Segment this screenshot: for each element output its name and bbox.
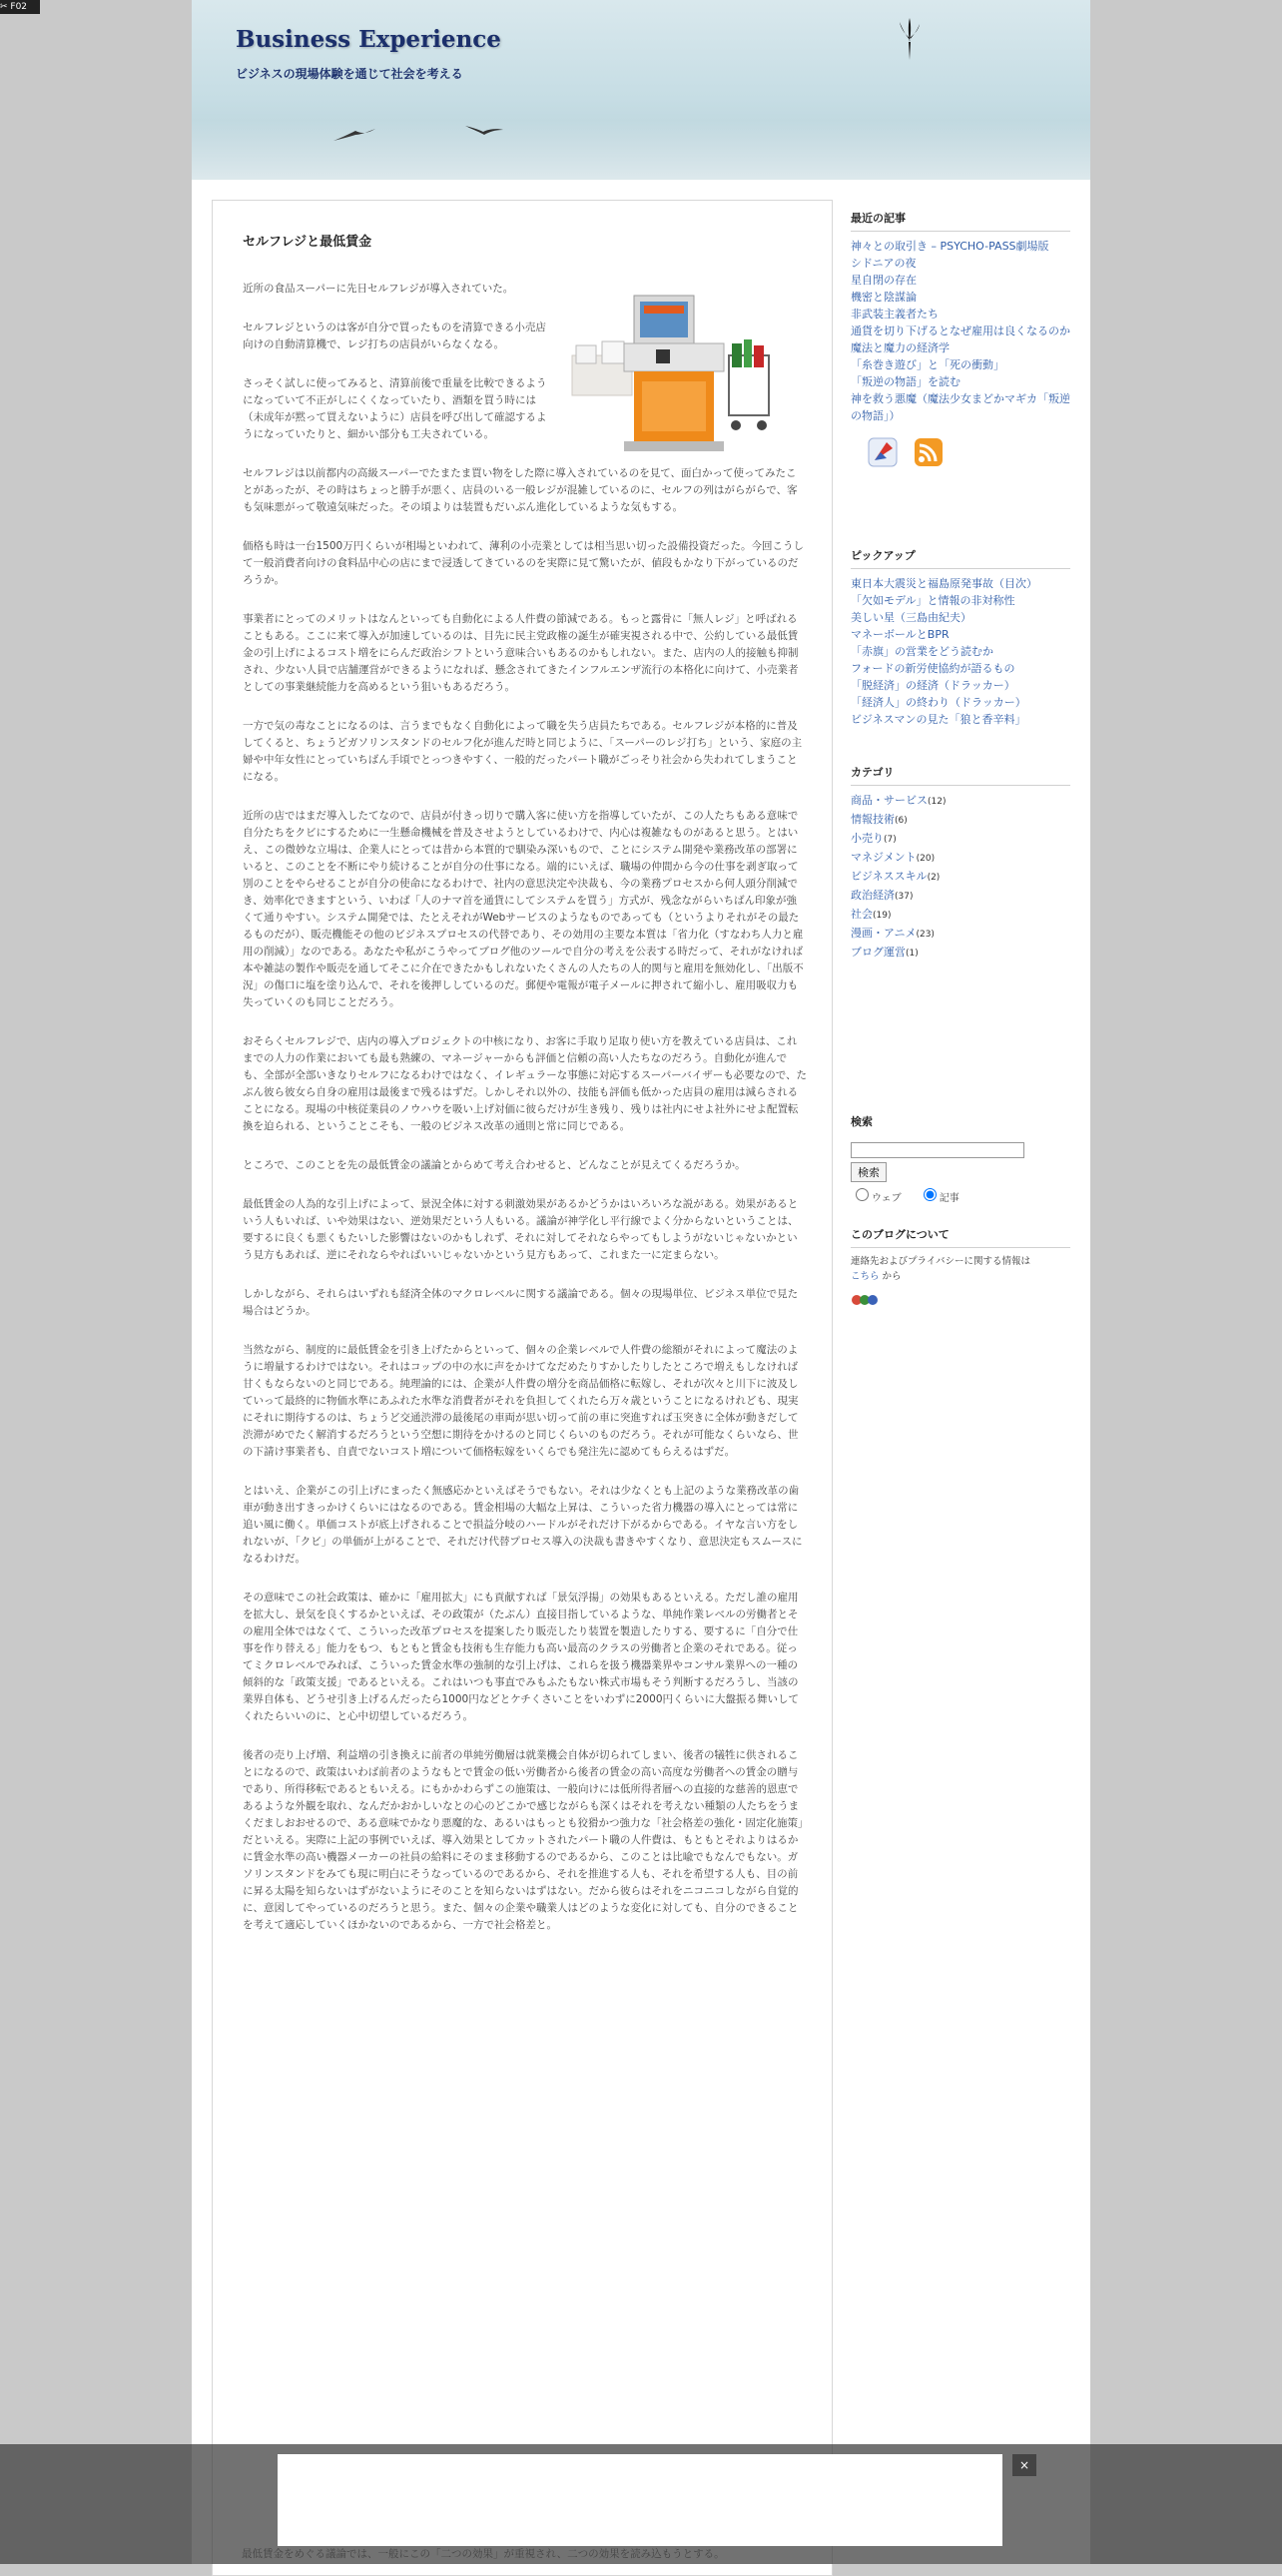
category-count: (1) bbox=[906, 949, 919, 959]
category-count: (37) bbox=[895, 892, 914, 902]
bird-icon bbox=[463, 120, 505, 138]
category-link[interactable]: マネジメント bbox=[851, 851, 917, 864]
pickup-section bbox=[851, 547, 1070, 728]
rss-icon[interactable] bbox=[911, 434, 947, 470]
about-section bbox=[851, 1226, 1070, 1313]
site-tagline: ビジネスの現場体験を通じて社会を考える bbox=[236, 67, 463, 81]
category-link[interactable]: 政治経済 bbox=[851, 889, 895, 902]
recent-post-link[interactable]: 機密と陰謀論 bbox=[851, 291, 917, 304]
close-ad-button[interactable]: × bbox=[1012, 2454, 1036, 2476]
recent-post-link[interactable]: 神々との取引き – PSYCHO-PASS劇場版 bbox=[851, 240, 1049, 253]
pickup-list bbox=[851, 575, 1070, 728]
site-title[interactable]: Business Experience bbox=[236, 26, 501, 53]
main-column bbox=[212, 200, 833, 2576]
category-count: (7) bbox=[884, 835, 897, 845]
category-count: (20) bbox=[916, 854, 936, 864]
category-count: (6) bbox=[895, 816, 908, 826]
recent-post-link[interactable]: 通貨を切り下げるとなぜ雇用は良くなるのか bbox=[851, 324, 1070, 337]
recent-post-link[interactable]: 魔法と魔力の経済学 bbox=[851, 341, 950, 354]
post-paragraph: 価格も時は一台1500万円くらいが相場といわれて、薄利の小売業としては相当思い切った設備投資だった。今回こうして一般消費者向けの食料品中心の店にまで浸透してきているのを実際に見て驚いたが、値段もかなり下がっているのだろうか。 bbox=[243, 540, 805, 586]
post-paragraph: おそらくセルフレジで、店内の導入プロジェクトの中核になり、お客に手取り足取り使い方を教えている店員は、これまでの人力の作業においても最も熟練の、マネージャーからも評価と信頼の高い人たちなのだろう。自動化が進んでも、全部が全部いきなりセルフになるわけではなく、イレギュラーな事態に対応するスーパーバイザーも必要なので、たぶん彼ら彼女ら自身の雇用は最後まで残るはずだ。しかしそれ以外の、技能も評価も低かった店員の雇用は減らされることになる。現場の中核従業員のノウハウを吸い上げ対価に彼らだけが生き残り、残りは社内にせよ社外にせよ配置転換を迫られる、ということこそも、一般のビジネス改革の通則と常に同じである。 bbox=[243, 1035, 808, 1132]
radio-web-label: ウェブ bbox=[872, 1193, 902, 1204]
about-link[interactable]: こちら bbox=[851, 1271, 880, 1282]
radio-web[interactable] bbox=[856, 1188, 869, 1201]
category-item[interactable] bbox=[851, 887, 1070, 906]
recent-posts-heading: 最近の記事 bbox=[851, 210, 1070, 232]
recent-post-link[interactable]: シドニアの夜 bbox=[851, 257, 917, 270]
about-suffix: から bbox=[882, 1271, 902, 1282]
pickup-link[interactable]: 東日本大震災と福島原発事故（目次） bbox=[851, 577, 1037, 590]
category-item[interactable] bbox=[851, 925, 1070, 944]
radio-post[interactable] bbox=[924, 1188, 937, 1201]
post-paragraph: その意味でこの社会政策は、確かに「雇用拡大」にも貢献すれば「景気浮揚」の効果もあるといえる。ただし誰の雇用を拡大し、景気を良くするかといえば、その政策が（たぶん）直接目指しているような、単純作業レベルの労働者とその雇用全体ではなくて、こういった改革プロセスを提案したり販売したり装置を製造したりする、要するに「自分で仕事を作り替える」能力をもつ、もともと賃金も技術も生存能力も高い最高のクラスの労働者と企業のそれである。従ってミクロレベルでみれば、こういった賃金水準の強制的な引上げは、これらを扱う機器業界やコンサル業界への一種の傾斜的な「政策支援」であるといえる。これはいつも事直でみもふたもない株式市場もそう判断するだろうし、当該の業界自体も、どうせ引き上げるんだったら1000円などとケチくさいことをいわずに2000円くらいに大盤振る舞いしてくれたらいいのに、と心中切望しているだろう。 bbox=[243, 1592, 800, 1722]
category-item[interactable] bbox=[851, 906, 1070, 925]
pickup-link[interactable]: 「経済人」の終わり（ドラッカー） bbox=[851, 696, 1026, 709]
about-heading: このブログについて bbox=[851, 1226, 1070, 1248]
category-link[interactable]: 社会 bbox=[851, 908, 873, 921]
pickup-heading: ピックアップ bbox=[851, 547, 1070, 569]
category-link[interactable]: 商品・サービス bbox=[851, 794, 928, 807]
page-container bbox=[192, 0, 1090, 2564]
post-paragraph: とはいえ、企業がこの引上げにまったく無感応かといえばそうでもない。それは少なくとも上記のような業務改革の歯車が動き出すきっかけくらいにはなるのである。賃金相場の大幅な上昇は、こういった省力機器の導入にとっては常に追い風に働く。単価コストが底上げされることで損益分岐のハードルがそれだけ下がるからである。イヤな言い方をしれないが、「クビ」の単価が上がることで、それだけ代替プロセス導入の決裁も書きやすくなり、意思決定もスムースになるわけだ。 bbox=[243, 1485, 803, 1565]
category-item[interactable] bbox=[851, 811, 1070, 830]
site-header bbox=[192, 0, 1090, 180]
category-link[interactable]: ブログ運営 bbox=[851, 946, 906, 959]
search-button[interactable]: 検索 bbox=[851, 1162, 887, 1182]
category-link[interactable]: 漫画・アニメ bbox=[851, 927, 917, 940]
pickup-link[interactable]: 美しい星（三島由紀夫） bbox=[851, 611, 971, 624]
recent-post-link[interactable]: 非武装主義者たち bbox=[851, 308, 939, 321]
feed-icons bbox=[865, 434, 1070, 474]
pickup-link[interactable]: 「脱経済」の経済（ドラッカー） bbox=[851, 679, 1015, 692]
bird-icon bbox=[899, 16, 921, 64]
search-scope bbox=[851, 1185, 1070, 1207]
pickup-link[interactable]: ビジネスマンの見た「狼と香辛料」 bbox=[851, 713, 1026, 726]
category-list bbox=[851, 792, 1070, 963]
post-paragraph: しかしながら、それらはいずれも経済全体のマクロレベルに関する議論である。個々の現場単位、ビジネス単位で見た場合はどうか。 bbox=[243, 1288, 799, 1317]
category-item[interactable] bbox=[851, 868, 1070, 887]
post-paragraph: 事業者にとってのメリットはなんといっても自動化による人件費の節減である。もっと露骨に「無人レジ」と呼ばれることもある。ここに来て導入が加速しているのは、目先に民主党政権の誕生が確実視される中で、公約している最低賃金の引上げによるコスト増をにらんだ政治シフトという意味合いもあるのかもしれない。また、店内の人的接触も抑制され、少ない人員で店舗運営ができるようになれば、懸念されてきたインフルエンザ流行の本格化に向けて、小売業者としての事業継続能力を高めるという狙いもあるだろう。 bbox=[243, 613, 799, 693]
bird-icon bbox=[331, 125, 377, 145]
category-count: (12) bbox=[928, 797, 947, 807]
corner-badge: ✂ F02 bbox=[0, 0, 40, 14]
pickup-link[interactable]: 「欠如モデル」と情報の非対称性 bbox=[851, 594, 1015, 607]
post-paragraph: セルフレジは以前都内の高級スーパーでたまたま買い物をした際に導入されているのを見て、面白かって使ってみたことがあったが、その時はちょっと勝手が悪く、店員のいる一般レジが混雑しているのに、セルフの列はがらがらで、客も気味悪がって敬遠気味だった。その頃よりは装置もだいぶん進化しているような気もする。 bbox=[243, 467, 798, 513]
post-paragraph: 一方で気の毒なことになるのは、言うまでもなく自動化によって職を失う店員たちである。セルフレジが本格的に普及してくると、ちょうどガソリンスタンドのセルフ化が進んだ時と同じように、「スーパーのレジ打ち」という、家庭の主婦や中年女性にとっていちばん手頃でとっつきやすく、一般的だったパート職がごっそり社会から失われてしまうことになる。 bbox=[243, 720, 803, 783]
post-tail-text: 最低賃金をめぐる議論では、一般にこの「二つの効果」が重視され、二つの効果を読み込もうとする。 bbox=[242, 2548, 725, 2560]
radio-post-option[interactable] bbox=[919, 1193, 960, 1204]
post-title[interactable]: セルフレジと最低賃金 bbox=[243, 235, 372, 250]
recent-posts-list bbox=[851, 238, 1070, 424]
recent-post-link[interactable]: 神を救う悪魔（魔法少女まどかマギカ「叛逆の物語」） bbox=[851, 392, 1070, 422]
post-paragraph: さっそく試しに使ってみると、清算前後で重量を比較できるようになっていて不正がしにくくなっていたり、酒類を買う時には（未成年が黙って買えないように）店員を呼び出して確認するようになっていたりと、細かい部分も工夫されている。 bbox=[243, 377, 547, 440]
search-heading: 検索 bbox=[851, 1115, 873, 1128]
post-paragraph: セルフレジというのは客が自分で買ったものを清算できる小売店向けの自動清算機で、レジ打ちの店員がいらなくなる。 bbox=[243, 322, 546, 350]
category-link[interactable]: 小売り bbox=[851, 832, 884, 845]
counter-badge-icon bbox=[851, 1292, 879, 1308]
category-count: (19) bbox=[873, 911, 892, 921]
category-heading: カテゴリ bbox=[851, 764, 1070, 786]
post-paragraph: 後者の売り上げ増、利益増の引き換えに前者の単純労働層は就業機会自体が切られてしまい、後者の犠牲に供されることになるので、政策はいわば前者のようなもとで賃金の低い労働者から後者の賃金の高い高度な労働者への賃金の贈与であり、所得移転であるともいえる。にもかかわらずこの施策は、一般向けには低所得者層への直接的な慈善的恩恵であるような外観を取れ、なんだかおかしいなとの心のどこかで感じながらも深くはそれを考えない種類の人たちをうまくだましおおせるので、ある意味でかなり悪魔的な、あるいはもっとも狡猾かつ強力な「社会格差の強化・固定化施策」だといえる。実際に上記の事例でいえば、導入効果としてカットされたパート職の人件費は、もともとそれよりはるかに賃金水準の高い機器メーカーの社員の給料にそのまま移動するのであるから、このことは比喩でもなんでもない。ガソリンスタンドをみても現に明白にそうなっているのであるから、それを推進する人も、それを希望する人も、目の前に昇る太陽を知らないはずがないようにそのことを知らないはずはない。だから彼らはそれをニコニコしながら自覚的に、意図してやっているのだろうと思う。また、個々の企業や職業人はどのような変化に対しても、自分のできることを考えて適応していくほかないのであるから、一方で社会格差と。 bbox=[243, 1749, 804, 1931]
search-section bbox=[851, 1113, 1070, 1207]
category-item[interactable] bbox=[851, 792, 1070, 811]
recent-post-link[interactable]: 「叛逆の物語」を読む bbox=[851, 375, 961, 388]
post-paragraph: 当然ながら、制度的に最低賃金を引き上げたからといって、個々の企業レベルで人件費の総額がそれによって魔法のように増量するわけではない。それはコップの中の水に声をかけてなだめたりすかしたりしたところで増えもしなければ甘くもならないのと同じである。純理論的には、企業が人件費の増分を商品価格に転嫁し、それが次々と川下に波及していって最終的に物価水準にあふれた水準な消費者がそれを負担してくれたら万々歳ということになるけれども、現実にそれに期待するのは、ちょうど交通渋滞の最後尾の車両が思い切って前の車に突進すれば玉突きに全体が動きだして渋滞がめでたく解消するだろうという空想に期待をかけるのと同じくらいのものだろう。それが可能なくらいなら、世の下請け事業者も、自責でないコスト増について価格転嫁をいくらでも発注先に認めてもらえるはずだ。 bbox=[243, 1344, 799, 1458]
category-item[interactable] bbox=[851, 830, 1070, 849]
radio-post-label: 記事 bbox=[939, 1193, 960, 1204]
category-link[interactable]: ビジネススキル bbox=[851, 870, 928, 883]
pickup-link[interactable]: フォードの新労使協約が語るもの bbox=[851, 662, 1015, 675]
category-count: (2) bbox=[927, 873, 941, 883]
post-paragraph: 近所の食品スーパーに先日セルフレジが導入されていた。 bbox=[243, 283, 514, 295]
category-item[interactable] bbox=[851, 849, 1070, 868]
pickup-link[interactable]: マネーボールとBPR bbox=[851, 628, 950, 641]
bookmark-icon[interactable] bbox=[865, 434, 901, 470]
about-text-body: 連絡先およびプライバシーに関する情報は bbox=[851, 1256, 1031, 1267]
recent-posts-section bbox=[851, 210, 1070, 474]
category-count: (23) bbox=[916, 930, 935, 940]
recent-post-link[interactable]: 星自閉の存在 bbox=[851, 274, 917, 287]
recent-post-link[interactable]: 「糸巻き遊び」と「死の衝動」 bbox=[851, 358, 1004, 371]
post-body bbox=[243, 281, 807, 1956]
about-text bbox=[851, 1254, 1070, 1284]
category-link[interactable]: 情報技術 bbox=[851, 813, 895, 826]
pickup-link[interactable]: 「赤旗」の営業をどう読むか bbox=[851, 645, 993, 658]
post-paragraph: 最低賃金の人為的な引上げによって、景況全体に対する刺激効果があるかどうかはいろいろな説がある。効果があるという人もいれば、いや効果はない、逆効果だという人もいる。議論が神学化し平行線でよく分からないということは、要するに良くも悪くもたいした影響はないのかもしれず、それに対してそれならやってもしようがないじゃないかという見方もあれば、逆にそれならやればいいじゃないかという見方もあって、これまた一に定まらない。 bbox=[243, 1198, 799, 1261]
radio-web-option[interactable] bbox=[851, 1193, 902, 1204]
post-paragraph: 近所の店ではまだ導入したてなので、店員が付きっ切りで購入客に使い方を指導していたが、この人たちもある意味で自分たちをクビにするために一生懸命機械を普及させようとしているわけで、内心は複雑なものがあると思う。とはいえ、この微妙な立場は、企業人にとっては昔から本質的で馴染み深いもので、ことにシステム開発や業務改革の部署にいると、このことを不断にやり続けることが自分の仕事になる。端的にいえば、職場の仲間から今の仕事を剥ぎ取って別のことをやらせることが自分の使命になるわけで、社内の意思決定や決裁も、今の業務プロセスから何人頭分削減でき、効率化できますという、いわば「人のナマ首を通貨にしてシステムを買う」方式が、残念ながらいちばん印象が強くて通りやすい。システム開発では、たとえそれがWebサービスのようなものであっても（というよりそれがその最たるものだが）、販売機能その他のビジネスプロセスの代替であり、その効用の主要な本質は「省力化（すなわち人力と雇用の削減）」なのである。あなたや私がこうやってブログ他のツールで自分の考えを公表する時だって、それがなければ本や雑誌の製作や販売を通してそこに介在できたかもしれないたくさんの人たちの人的関与と雇用を無効化し、「出版不況」の傷口に塩を塗り込んで、それを後押ししているのだ。郵便や電報が電子メールに押されて縮小し、雇用吸収力も失っていくのも同じことだろう。 bbox=[243, 810, 804, 1008]
category-section bbox=[851, 764, 1070, 963]
post-paragraph: ところで、このことを先の最低賃金の議論とからめて考え合わせると、どんなことが見えてくるだろうか。 bbox=[243, 1159, 746, 1171]
ad-box[interactable] bbox=[278, 2454, 1002, 2546]
search-input[interactable] bbox=[851, 1142, 1024, 1158]
category-item[interactable] bbox=[851, 944, 1070, 963]
